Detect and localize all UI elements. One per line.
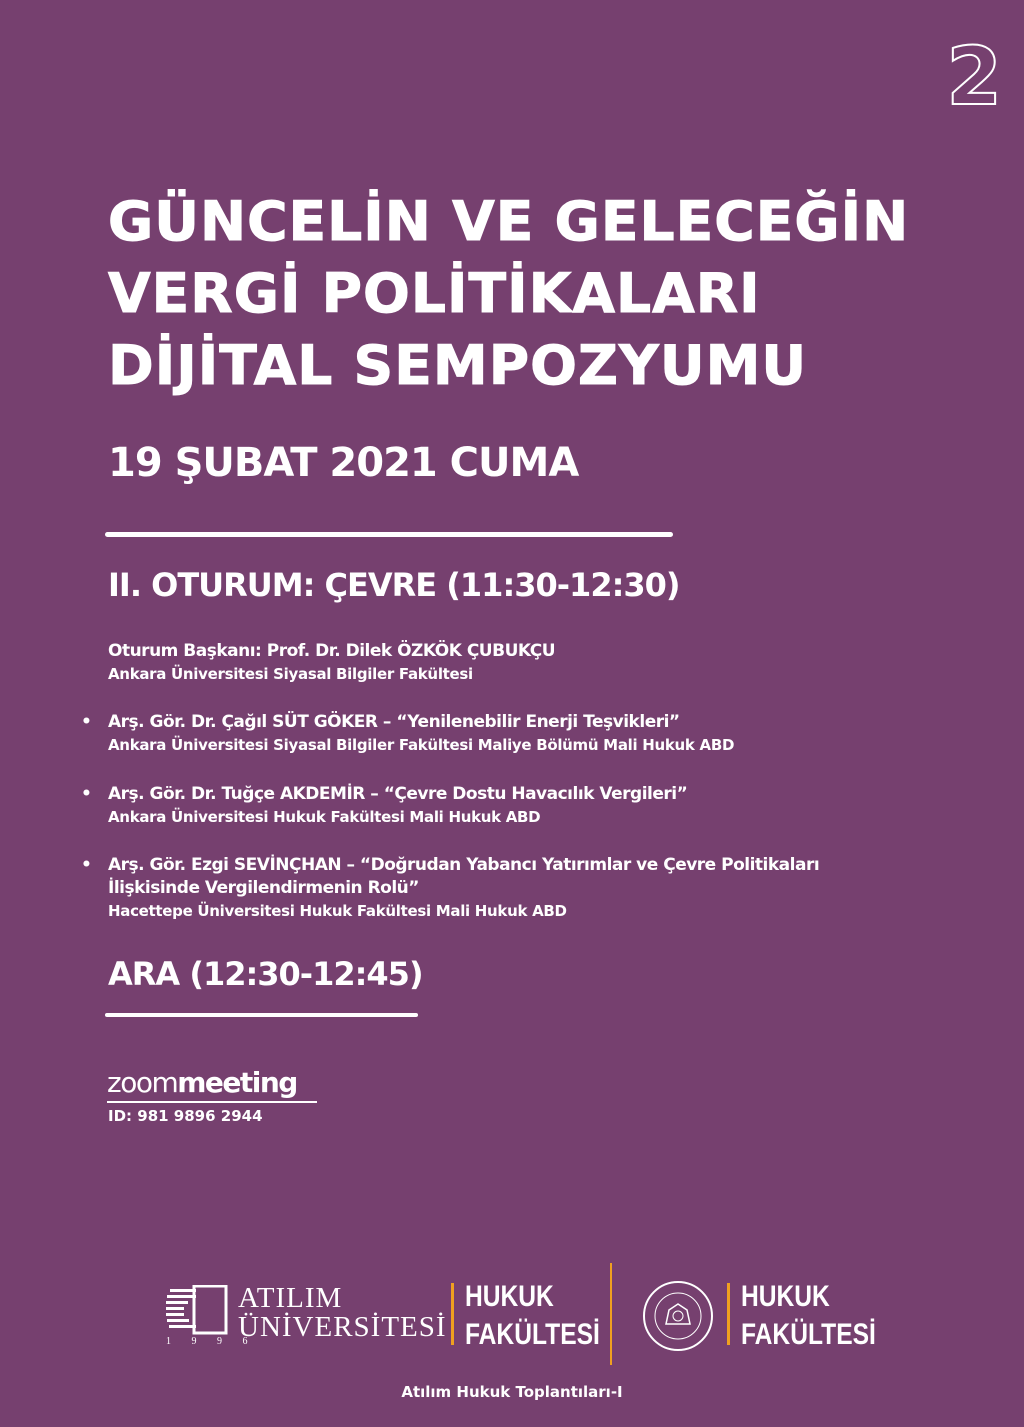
faculty-line2: FAKÜLTESİ — [741, 1318, 876, 1351]
ankara-university-seal-icon — [642, 1280, 714, 1352]
bullet: • — [81, 784, 92, 804]
ankara-faculty — [741, 1278, 876, 1354]
zoom-logo — [107, 1066, 297, 1099]
session-title: II. OTURUM: ÇEVRE (11:30-12:30) — [108, 566, 680, 604]
faculty-line2: FAKÜLTESİ — [465, 1318, 600, 1351]
meeting-word: meeting — [177, 1066, 297, 1099]
talk-item — [81, 783, 688, 828]
talk-affiliation: Ankara Üniversitesi Hukuk Fakültesi Mali Hukuk ABD — [108, 808, 541, 826]
chair-affiliation: Ankara Üniversitesi Siyasal Bilgiler Fakültesi — [108, 665, 473, 683]
chair-name: Oturum Başkanı: Prof. Dr. Dilek ÖZKÖK ÇUBUKÇU — [108, 641, 556, 661]
atilim-line1: ATILIM — [238, 1282, 343, 1314]
break-title: ARA (12:30-12:45) — [108, 955, 423, 993]
title-line: VERGİ POLİTİKALARI — [108, 262, 761, 325]
atilim-year: 1 9 9 6 — [166, 1336, 257, 1347]
atilim-name — [238, 1284, 447, 1342]
logo-divider — [451, 1283, 454, 1345]
talk-item — [81, 854, 820, 922]
talk-title: Arş. Gör. Dr. Çağıl SÜT GÖKER – “Yenilenebilir Enerji Teşvikleri” — [108, 712, 680, 732]
talk-title: Arş. Gör. Ezgi SEVİNÇHAN – “Doğrudan Yabancı Yatırımlar ve Çevre Politikaları — [108, 855, 820, 875]
talk-affiliation: Hacettepe Üniversitesi Hukuk Fakültesi Mali Hukuk ABD — [108, 902, 567, 920]
event-title — [108, 186, 909, 402]
atilim-faculty — [465, 1278, 600, 1354]
divider — [105, 1013, 418, 1017]
bullet: • — [81, 855, 92, 875]
talk-affiliation: Ankara Üniversitesi Siyasal Bilgiler Fakültesi Maliye Bölümü Mali Hukuk ABD — [108, 736, 735, 754]
title-line: DİJİTAL SEMPOZYUMU — [108, 334, 808, 397]
faculty-line1: HUKUK — [465, 1280, 554, 1313]
zoom-meeting-id: ID: 981 9896 2944 — [108, 1107, 263, 1125]
divider — [105, 532, 673, 537]
talk-title: Arş. Gör. Dr. Tuğçe AKDEMİR – “Çevre Dostu Havacılık Vergileri” — [108, 784, 688, 804]
talk-item — [81, 711, 735, 756]
title-line: GÜNCELİN VE GELECEĞİN — [108, 190, 910, 253]
zoom-underline — [107, 1101, 317, 1103]
event-date: 19 ŞUBAT 2021 CUMA — [108, 440, 579, 486]
atilim-line2: ÜNİVERSİTESİ — [238, 1311, 447, 1343]
page-number: 2 — [946, 30, 1002, 123]
logo-divider — [727, 1283, 730, 1345]
atilim-logo-icon — [166, 1285, 228, 1335]
talk-title-cont: İlişkisinde Vergilendirmenin Rolü” — [108, 878, 419, 898]
session-chair — [108, 640, 555, 685]
faculty-line1: HUKUK — [741, 1280, 830, 1313]
logo-separator — [610, 1263, 612, 1365]
zoom-word: zoom — [107, 1066, 178, 1099]
bullet: • — [81, 712, 92, 732]
footer-text: Atılım Hukuk Toplantıları-I — [401, 1383, 623, 1401]
